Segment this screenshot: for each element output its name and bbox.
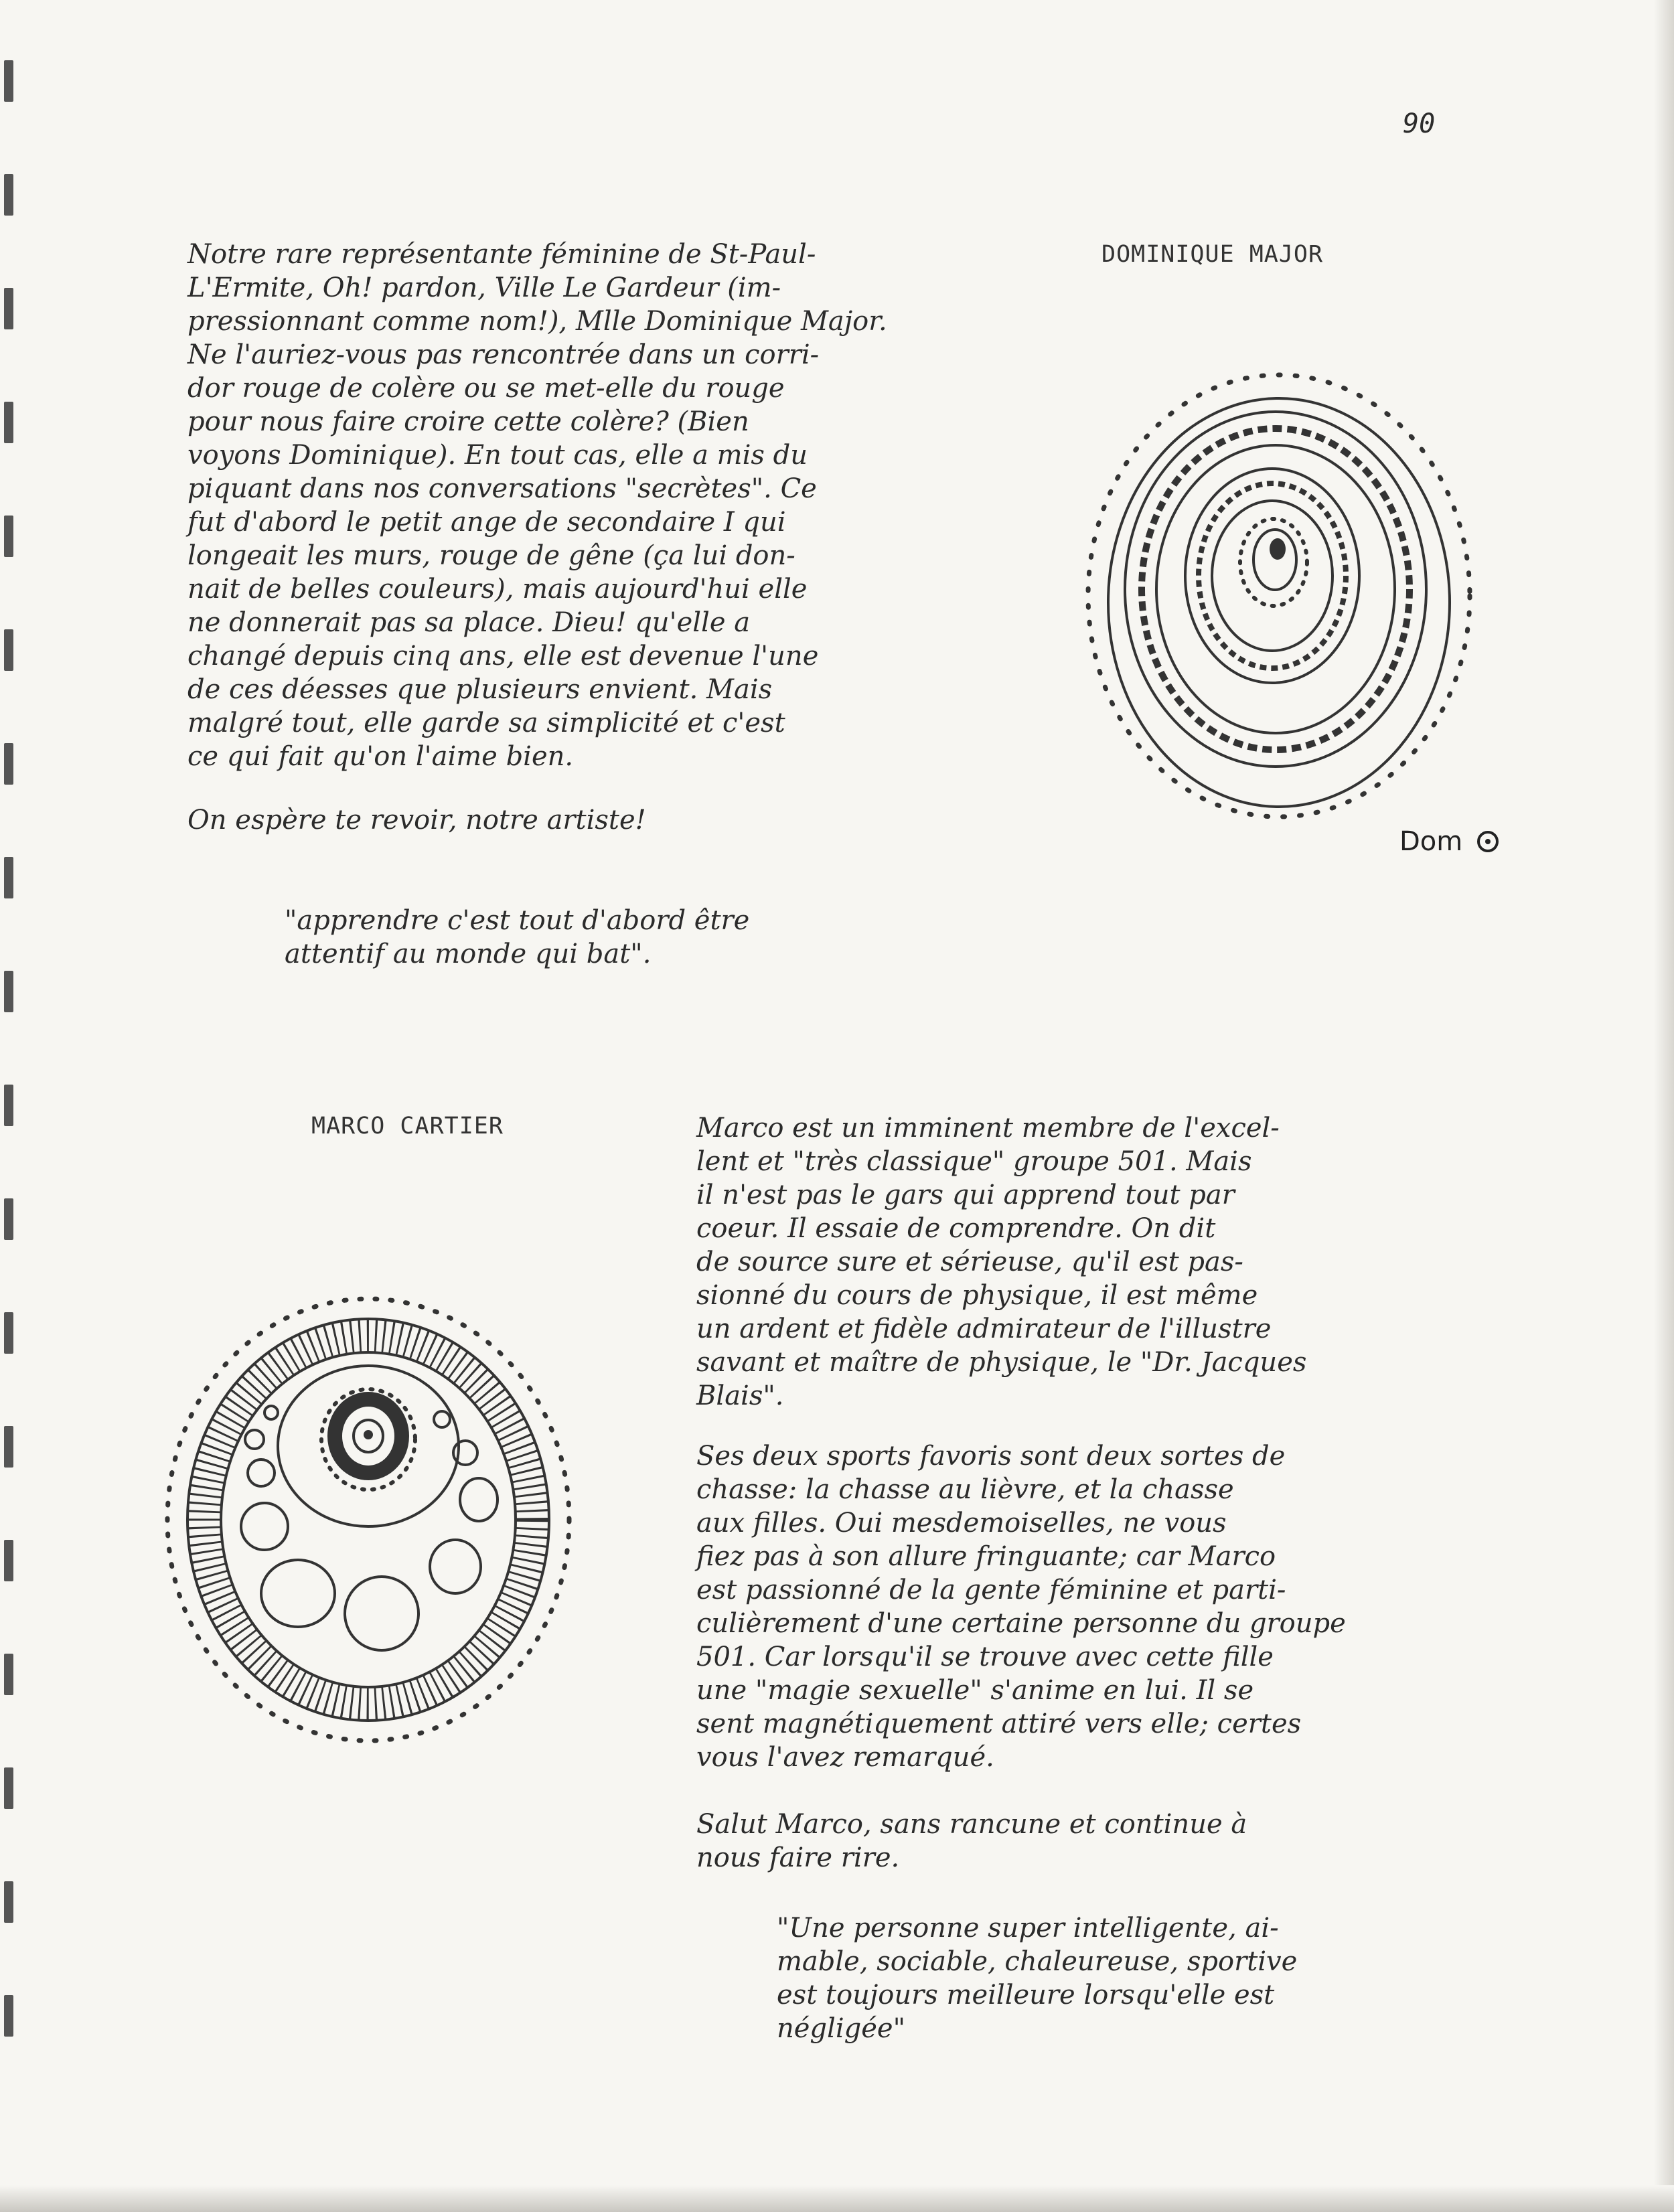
- binding-hole: [4, 971, 13, 1012]
- binding-hole: [4, 402, 13, 443]
- binding-hole: [4, 1198, 13, 1240]
- page-number: 90: [1403, 108, 1436, 139]
- binding-hole: [4, 288, 13, 329]
- binding-hole: [4, 857, 13, 898]
- binding-hole: [4, 743, 13, 785]
- binding-hole: [4, 1085, 13, 1126]
- profile-paragraph: Marco est un imminent membre de l'excel- lent et "très classique" groupe 501. Mais il n'est pas le gars qui apprend tout par coeur. Il essaie de comprendre. On dit de source sure et sérieuse, qu'il est pas- sionné du cours de physique, il est même un ardent et fidèle admirateur de l'illustre savant et maître de physique, le "Dr. Jacques Blais".: [696, 1113, 1307, 1411]
- artist-signature: Dom: [1399, 826, 1463, 857]
- mandala-drawing: [1078, 362, 1507, 857]
- binding-hole: [4, 1312, 13, 1354]
- profile-closing: Salut Marco, sans rancune et continue à nous faire rire.: [696, 1809, 1247, 1873]
- mandala-drawing: [154, 1272, 589, 1754]
- binding-hole: [4, 1881, 13, 1923]
- profile-quote: "apprendre c'est tout d'abord être attentif au monde qui bat".: [285, 905, 750, 969]
- binding-hole: [4, 174, 13, 216]
- profile-quote: "Une personne super intelligente, ai- mable, sociable, chaleureuse, sportive est toujours meilleure lorsqu'elle est négligée": [777, 1913, 1298, 2044]
- profile-closing: On espère te revoir, notre artiste!: [187, 805, 646, 836]
- binding-hole: [4, 1654, 13, 1695]
- profile-name: MARCO CARTIER: [311, 1113, 504, 1139]
- page-edge-shadow: [1654, 0, 1674, 2212]
- binding-hole: [4, 60, 13, 102]
- binding-hole: [4, 1995, 13, 2037]
- binding-hole: [4, 516, 13, 557]
- binding-hole: [4, 1540, 13, 1581]
- signature-circle-icon: [1478, 832, 1497, 851]
- page-bottom-shadow: [0, 2185, 1674, 2212]
- binding-hole: [4, 629, 13, 671]
- binding-hole: [4, 1426, 13, 1468]
- profile-paragraph: Ses deux sports favoris sont deux sortes de chasse: la chasse au lièvre, et la chasse aux filles. Oui mesdemoiselles, ne vous fiez pas à son allure fringuante; car Marco est passionné de la gente féminine et parti- culièrement d'une certaine personne du groupe 501. Car lorsqu'il se trouve avec cette fille une "magie sexuelle" s'anime en lui. Il se sent magnétiquement attiré vers elle; certes vous l'avez remarqué.: [696, 1441, 1346, 1773]
- profile-name: DOMINIQUE MAJOR: [1101, 241, 1324, 268]
- binding-hole: [4, 1767, 13, 1809]
- profile-paragraph: Notre rare représentante féminine de St-Paul- L'Ermite, Oh! pardon, Ville Le Gardeur (im- pressionnant comme nom!), Mlle Dominique Major. Ne l'auriez-vous pas rencontrée dans un corri- dor rouge de colère ou se met-elle du rouge pour nous faire croire cette colère? (Bien voyons Dominique). En tout cas, elle a mis du piquant dans nos conversations "secrètes". Ce fut d'abord le petit ange de secondaire I qui longeait les murs, rouge de gêne (ça lui don- nait de belles couleurs), mais aujourd'hui elle ne donnerait pas sa place. Dieu! qu'elle a changé depuis cinq ans, elle est devenue l'une de ces déesses que plusieurs envient. Mais malgré tout, elle garde sa simplicité et c'est ce qui fait qu'on l'aime bien.: [187, 239, 887, 772]
